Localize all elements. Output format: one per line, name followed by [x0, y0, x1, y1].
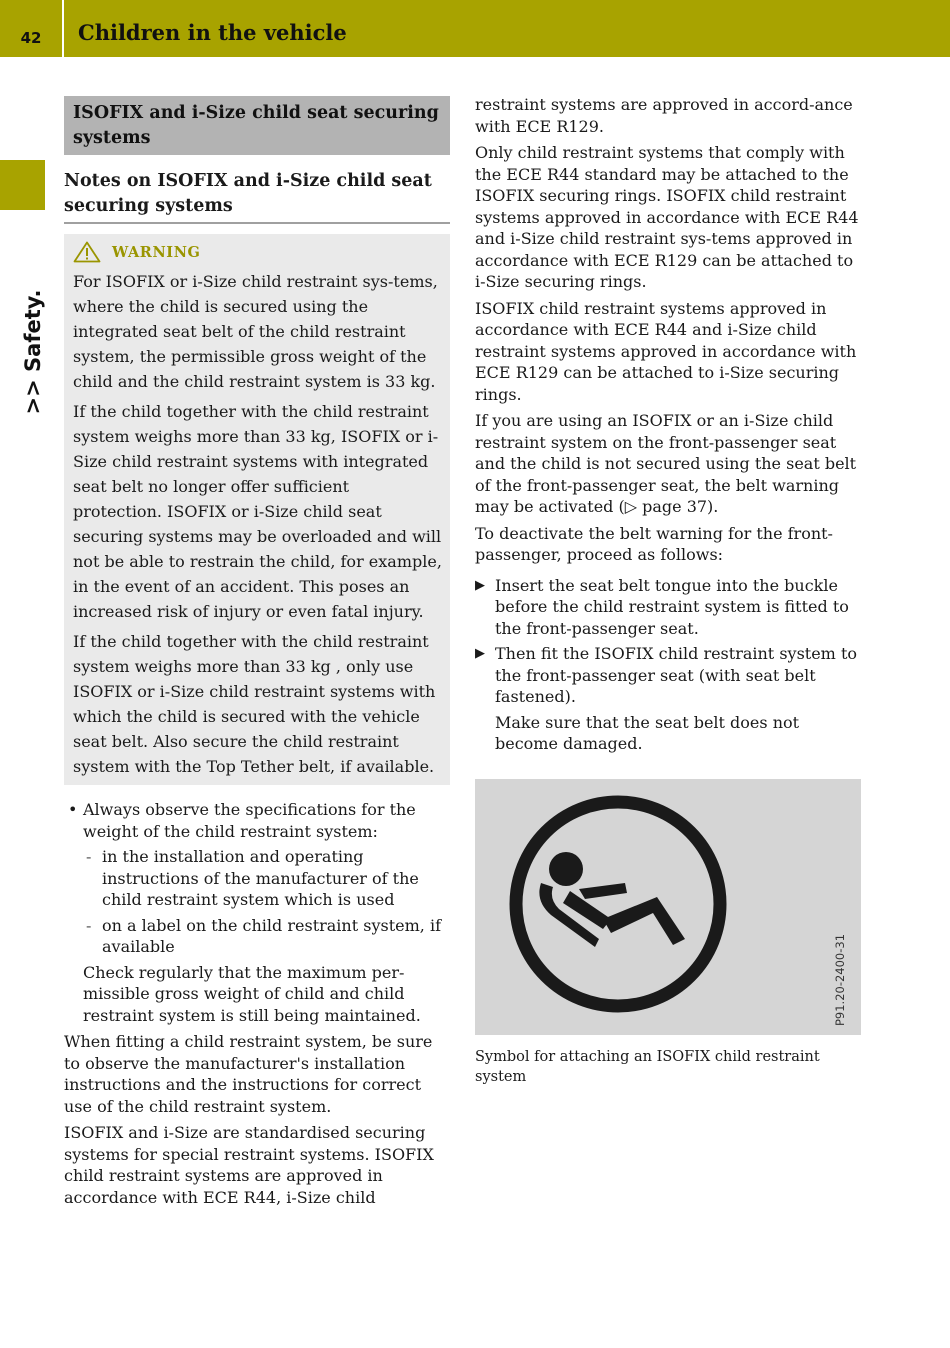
step-text: Then fit the ISOFIX child restraint system to the front-passenger seat (with seat belt fastened). — [495, 644, 857, 706]
body-paragraph: restraint systems are approved in accord-ance with ECE R129. — [475, 95, 853, 136]
bullet-note: Check regularly that the maximum per-missible gross weight of child and child restraint system is still being maintained. — [83, 962, 421, 1025]
header-divider — [62, 0, 64, 57]
warning-paragraph: If the child together with the child restraint system weighs more than 33 kg , only use ISOFIX or i-Size child restraint systems with which the child is secured with the vehicle seat belt. Also secure the child restraint system with the Top Tether belt, if available. — [73, 632, 436, 776]
side-tab-label: >> Safety. — [21, 289, 45, 415]
section-title: ISOFIX and i-Size child seat securing systems — [64, 96, 450, 155]
dash-text: in the installation and operating instructions of the manufacturer of the child restraint system which is used — [102, 847, 419, 909]
page-title: Children in the vehicle — [78, 20, 347, 45]
dash-list — [83, 846, 450, 958]
warning-box — [64, 234, 450, 785]
page-number: 42 — [20, 29, 42, 47]
body-paragraph: When fitting a child restraint system, be sure to observe the manufacturer's installation instructions and the instructions for correct use of the child restraint system. — [64, 1032, 433, 1116]
right-column — [475, 94, 862, 1088]
warning-paragraph: If the child together with the child restraint system weighs more than 33 kg, ISOFIX or i-Size child restraint systems with integrated seat belt no longer offer sufficient protection. ISOFIX or i-Size child seat securing systems may be overloaded and will not be able to restrain the child, for example, in the event of an accident. This poses an increased risk of injury or even fatal injury. — [73, 402, 442, 621]
warning-label: WARNING — [112, 243, 201, 261]
warning-paragraph: For ISOFIX or i-Size child restraint sys-tems, where the child is secured using the integrated seat belt of the child restraint system, the permissible gross weight of the child and the child restraint system is 33 kg. — [73, 272, 438, 391]
isofix-child-seat-icon — [475, 779, 861, 1035]
step-list — [475, 575, 862, 708]
step-arrow-icon: ▶ — [475, 577, 485, 593]
subheading: Notes on ISOFIX and i-Size child seat securing systems — [64, 169, 450, 224]
bullet-list — [64, 799, 450, 1026]
step-item — [475, 575, 862, 640]
left-column — [64, 96, 450, 1208]
side-tab-marker — [0, 160, 45, 210]
body-paragraph: ISOFIX child restraint systems approved in accordance with ECE R44 and i-Size child restraint systems approved in accordance with ECE R129 can be attached to i-Size securing rings. — [475, 298, 857, 404]
bullet-item — [64, 799, 450, 1026]
isofix-figure — [475, 779, 861, 1035]
warning-header — [73, 240, 442, 264]
figure-reference-code: P91.20-2400-31 — [833, 933, 847, 1027]
dash-item — [83, 915, 450, 958]
bullet-dot: • — [68, 800, 78, 819]
warning-triangle-icon — [73, 241, 101, 263]
body-paragraph: To deactivate the belt warning for the front-passenger, proceed as follows: — [475, 523, 833, 564]
header-bar — [0, 0, 950, 57]
step-text: Insert the seat belt tongue into the buckle before the child restraint system is fitted to the front-passenger seat. — [495, 575, 849, 638]
body-paragraph: Only child restraint systems that comply with the ECE R44 standard may be attached to the ISOFIX securing rings. ISOFIX child restraint systems approved in accordance with ECE R44 and i-Size child restraint sys-tems approved in accordance with ECE R129 can be attached to i-Size securing rings. — [475, 143, 859, 291]
bullet-text: Always observe the specifications for the weight of the child restraint system: — [83, 800, 416, 841]
dash-mark: - — [86, 915, 92, 935]
dash-text: on a label on the child restraint system, if available — [102, 915, 441, 956]
step-arrow-icon: ▶ — [475, 646, 485, 661]
step-item — [475, 643, 862, 708]
body-paragraph: ISOFIX and i-Size are standardised securing systems for special restraint systems. ISOFIX child restraint systems are approved in accordance with ECE R44, i-Size child — [64, 1123, 434, 1207]
dash-item — [83, 846, 450, 911]
dash-mark: - — [86, 847, 92, 866]
body-paragraph: If you are using an ISOFIX or an i-Size child restraint system on the front-passenger seat and the child is not secured using the seat belt of the front-passenger seat, the belt warning may be activated (▷ page 37). — [475, 411, 857, 516]
figure-caption: Symbol for attaching an ISOFIX child restraint system — [475, 1048, 820, 1085]
step-note: Make sure that the seat belt does not become damaged. — [495, 712, 800, 753]
